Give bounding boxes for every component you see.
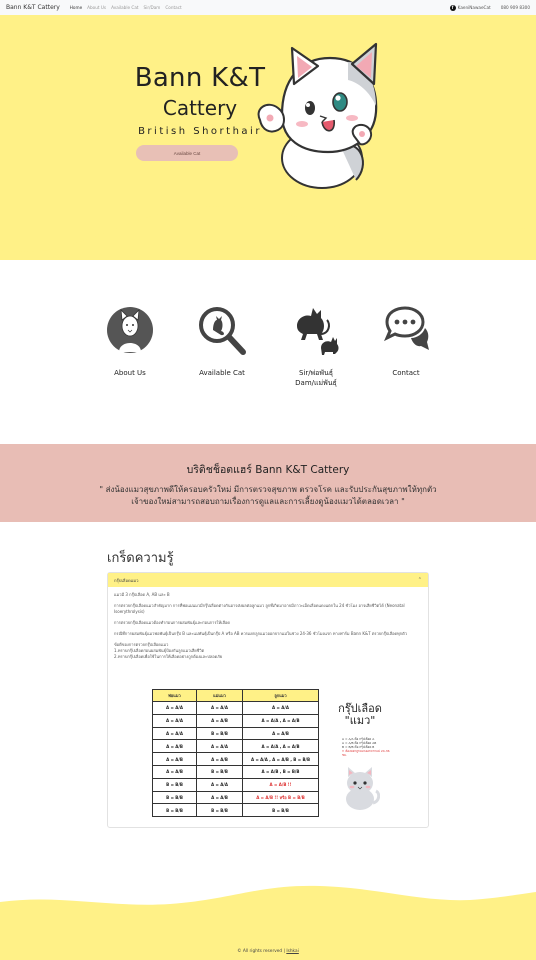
table-header: แม่แมว [197,690,243,702]
cats-pair-icon [291,300,341,356]
table-body [153,702,319,817]
magnifier-cat-icon [197,300,247,356]
knowledge-paragraph: การตรวจกรุ๊ปเลือดแมวต้องทำก่อนการผสมพันธุ์และก่อนการให้เลือด [114,620,230,625]
table-cell: A = A/B [153,765,197,778]
service-sir-dam-label [276,368,356,388]
blood-type-accordion [107,572,429,828]
nav-sir-dam[interactable]: Sir/Dam [143,5,161,10]
table-header-row [153,690,319,702]
footer-copyright [0,949,536,954]
knowledge-paragraph: ข้อดีของการตรวจกรุ๊ปเลือดแมว [114,642,169,647]
service-available-label: Available Cat [199,369,245,377]
footer-text: © All rights reserved | [237,949,287,954]
table-cell: A = A/A [153,714,197,727]
table-row [153,740,319,753]
table-cell: A = A/B !! [243,778,319,791]
sitting-cat-icon [340,765,380,811]
blood-title-line2: "แมว" [344,714,376,727]
hero-title: Bann K&T [134,63,266,93]
nav-home[interactable]: Home [69,5,83,10]
table-cell: B = B/B [153,791,197,804]
blood-legend-item: A = A/B คือ กรุ๊ปเลือด AB [342,741,377,745]
chat-bubbles-icon [381,300,431,356]
table-cell: A = A/A [153,702,197,715]
footer-wave [0,880,536,960]
facebook-link[interactable] [450,5,491,11]
service-about-label: About Us [114,369,146,377]
table-row [153,791,319,804]
nav-about[interactable]: About Us [87,5,107,10]
table-cell: A = A/A [243,702,319,715]
blood-type-card [330,703,390,757]
service-contact[interactable] [366,300,446,378]
facebook-icon: f [450,5,456,11]
knowledge-paragraph: แมวมี 3 กรุ๊ปเลือด A, AB และ B [114,592,170,597]
table-cell: A = A/B [243,727,319,740]
blood-legend-item: B = B/B คือ กรุ๊ปเลือด B [342,745,375,749]
banner-text: " ส่งน้องแมวสุขภาพดีให้ครอบครัวใหม่ มีการตรวจสุขภาพ ตรวจโรค และรับประกันสุขภาพให้ทุกตัว เจ้าของใหม่สามารถสอบถามเรื่องการดูแลและการเลี้ยงดูน้องแมวได้ตลอดเวลา " [99,485,437,506]
blood-legend-note: !! ต้องแยกลูกแมวออกจากแม่ 24-36 ชม. [342,749,390,757]
table-cell: A = A/B [197,753,243,766]
nav-available[interactable]: Available Cat [111,5,139,10]
table-cell: A = A/A [197,702,243,715]
table-row [153,765,319,778]
table-cell: B = B/B [153,804,197,817]
knowledge-paragraph: การตรวจกรุ๊ปเลือดแมวสำคัญมาก การที่พ่อแม่แมวมีกรุ๊ปเลือดต่างกันอาจส่งผลต่อลูกแมว ลูกที่เกิดมาอาจมีภาวะเม็ดเลือดแดงแตกใน 24 ชั่วโมง อาจเสียชีวิตได้ (Neonatal Isoerythrolysis) [114,603,405,614]
blood-type-table [152,689,319,817]
nav-contact-info [450,5,530,11]
table-row [153,778,319,791]
table-cell: A = A/A , A = A/B [243,740,319,753]
table-header: ลูกแมว [243,690,319,702]
table-row [153,702,319,715]
sir-label: Sir/พ่อพันธุ์ [298,369,334,377]
blood-legend [330,737,390,757]
table-header: พ่อแมว [153,690,197,702]
table-cell: A = A/A [197,740,243,753]
accordion-header[interactable] [108,573,428,587]
nav-links [70,5,182,10]
table-row [153,804,319,817]
knowledge-paragraph: 2.ทราบกรุ๊ปเลือดเพื่อใช้ในการให้เลือดอย่างถูกต้องและปลอดภัย [114,654,223,659]
footer-link[interactable]: Ishkai [286,949,299,954]
navbar [0,0,536,15]
table-cell: A = A/A , A = A/B , B = B/B [243,753,319,766]
brand-link[interactable]: Bann K&T Cattery [6,4,60,11]
knowledge-paragraph: 1.ทราบกรุ๊ปเลือดก่อนผสมพันธุ์ป้องกันลูกแมวเสียชีวิต [114,648,205,653]
cat-avatar-icon [105,300,155,356]
knowledge-paragraph: กรณีที่การผสมพันธุ์แมวพ่อพันธุ์เป็นกรุ๊ป B และแม่พันธุ์เป็นกรุ๊ป A หรือ AB ควรแยกลูกแมวออกจากแม่ในช่วง 24-36 ชั่วโมงแรก ทางฟาร์ม Bann K&T ตรวจกรุ๊ปเลือดทุกตัว [114,631,407,636]
service-sir-dam[interactable] [276,300,356,388]
service-contact-label: Contact [392,369,420,377]
hero-tagline: British Shorthair [138,126,262,137]
table-cell: A = A/A [197,778,243,791]
nav-contact[interactable]: Contact [165,5,182,10]
about-banner [0,444,536,522]
table-cell: A = A/A [153,727,197,740]
accordion-body [108,587,428,665]
table-cell: A = A/B [153,753,197,766]
blood-title [330,703,390,727]
table-cell: A = A/B , B = B/B [243,765,319,778]
table-cell: A = A/A , A = A/B [243,714,319,727]
service-about[interactable] [90,300,170,378]
table-cell: B = B/B [243,804,319,817]
blood-title-line1: กรุ๊ปเลือด [338,702,382,715]
table-cell: A = A/B !! หรือ B = B/B [243,791,319,804]
hero-wave [0,180,536,260]
facebook-name: KaeniNawaeCat [457,5,491,10]
table-row [153,753,319,766]
table-cell: B = B/B [197,804,243,817]
chevron-up-icon: ⌃ [417,577,422,583]
knowledge-title: เกร็ดความรู้ [107,551,174,566]
table-cell: A = A/B [197,714,243,727]
phone-number: 080 909 8300 [500,5,530,10]
table-row [153,714,319,727]
table-row [153,727,319,740]
accordion-title: กรุ๊ปเลือดแมว [114,577,139,583]
dam-label: Dam/แม่พันธุ์ [295,379,337,387]
service-available[interactable] [182,300,262,378]
hero-subtitle: Cattery [162,96,238,120]
table-cell: B = B/B [197,765,243,778]
table-cell: B = B/B [197,727,243,740]
table-cell: B = B/B [153,778,197,791]
table-cell: A = A/B [197,791,243,804]
banner-title: บริติชช็อตแฮร์ Bann K&T Cattery [186,464,350,476]
blood-legend-item: A = A/A คือ กรุ๊ปเลือด A [342,737,375,741]
services-section [0,300,536,410]
table-cell: A = A/B [153,740,197,753]
waving-cat-icon [252,40,390,190]
available-cat-button[interactable]: Available Cat [136,145,238,161]
